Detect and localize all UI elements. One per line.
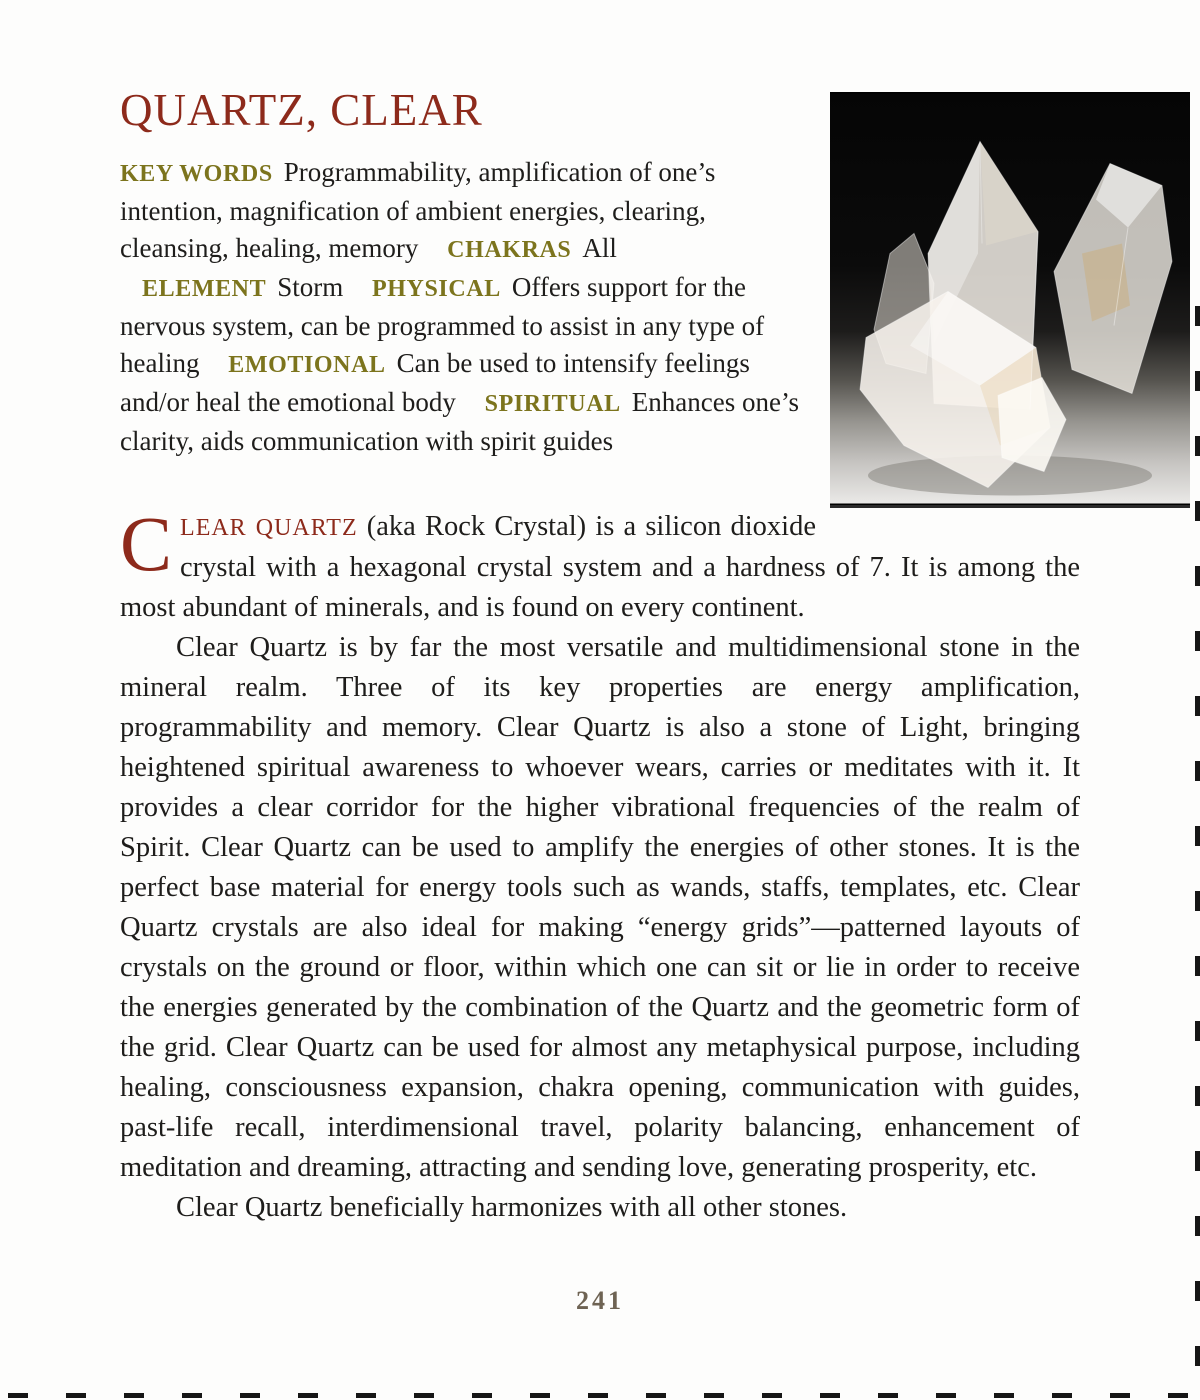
crystal-photo-illustration (830, 92, 1190, 505)
attribute-value-chakras: All (582, 233, 617, 264)
attribute-label-physical: PHYSICAL (372, 276, 501, 303)
attribute-value-emotional: Can be used to intensify feelings and/or heal the emotional body (120, 348, 750, 418)
page-edge-dashes (8, 1393, 1190, 1398)
attribute-value-element: Storm (277, 272, 344, 303)
attribute-label-spiritual: SPIRITUAL (484, 391, 621, 418)
lead-small-caps: LEAR QUARTZ (180, 515, 358, 542)
attribute-value-physical: Offers support for the nervous system, can be programmed to assist in any type of healing (120, 272, 765, 379)
attribute-label-key-words: KEY WORDS (120, 161, 273, 188)
drop-cap: C (120, 500, 173, 588)
attribute-value-key-words: Programmability, amplification of one’s intention, magnification of ambient energies, clearing, cleansing, healing, memory (120, 157, 716, 264)
attribute-label-element: ELEMENT (142, 276, 267, 303)
attribute-label-emotional: EMOTIONAL (228, 352, 386, 379)
page-edge-tabs (1195, 306, 1200, 1386)
page-title: QUARTZ, CLEAR (120, 85, 483, 135)
body-text (120, 500, 1080, 1228)
page-number: 241 (576, 1286, 624, 1315)
crystal-photo (830, 92, 1190, 508)
lead-text: (aka Rock Crystal) is a silicon dioxide crystal with a hexagonal crystal system and a hardness of 7. It is among the most abundant of minerals, and is found on every continent. (120, 511, 1080, 624)
attribute-value-spiritual: Enhances one’s clarity, aids communication with spirit guides (120, 387, 799, 457)
paragraph-harmonizes: Clear Quartz beneficially harmonizes with all other stones. (176, 1192, 848, 1224)
paragraph-main: Clear Quartz is by far the most versatile and multidimensional stone in the mineral realm. Three of its key properties are energy amplification, programmability and memory. Clear Quartz is also a stone of Light, bringing heightened spiritual awareness to whoever wears, carries or meditates with it. It provides a clear corridor for the higher vibrational frequencies of the realm of Spirit. Clear Quartz can be used to amplify the energies of other stones. It is the perfect base material for energy tools such as wands, staffs, templates, etc. Clear Quartz crystals are also ideal for making “energy grids”—patterned layouts of crystals on the ground or floor, within which one can sit or lie in order to receive the energies generated by the combination of the Quartz and the geometric form of the grid. Clear Quartz can be used for almost any metaphysical purpose, including healing, consciousness expansion, chakra opening, communication with guides, past-life recall, interdimensional travel, polarity balancing, enhancement of meditation and dreaming, attracting and sending love, generating prosperity, etc. (120, 632, 1080, 1184)
paragraph-lead (120, 500, 1080, 628)
attribute-label-chakras: CHAKRAS (447, 237, 572, 264)
